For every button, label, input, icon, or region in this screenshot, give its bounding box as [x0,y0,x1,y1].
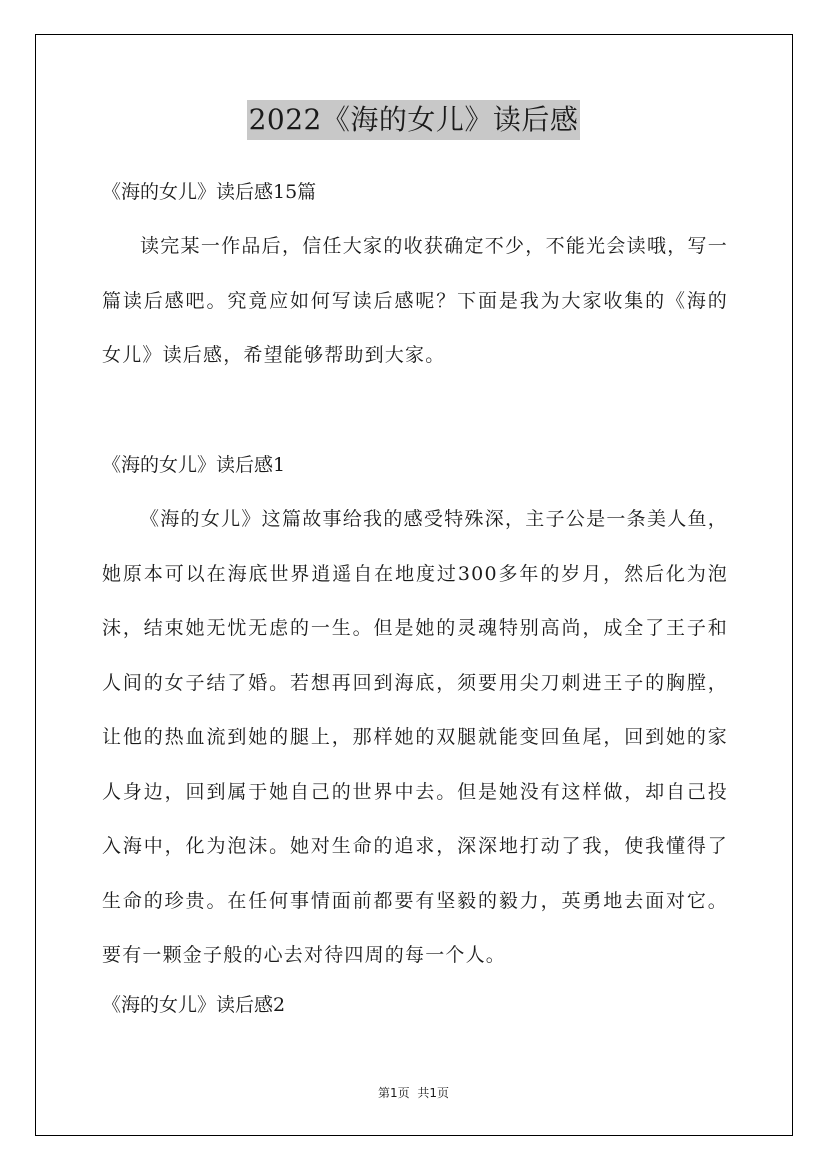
section-1-paragraph: 《海的女儿》这篇故事给我的感受特殊深，主子公是一条美人鱼，她原本可以在海底世界逍遥自在地度过300多年的岁月，然后化为泡沫，结束她无忧无虑的一生。但是她的灵魂特别高尚，成全了王子和人间的女子结了婚。若想再回到海底，须要用尖刀刺进王子的胸膛，让他的热血流到她的腿上，那样她的双腿就能变回鱼尾，回到她的家人身边，回到属于她自己的世界中去。但是她没有这样做，却自己投入海中，化为泡沫。她对生命的追求，深深地打动了我，使我懂得了生命的珍贵。在任何事情面前都要有坚毅的毅力，英勇地去面对它。要有一颗金子般的心去对待四周的每一个人。 [102,508,728,966]
page-total: 共1页 [417,1086,449,1100]
intro-paragraph: 读完某一作品后，信任大家的收获确定不少，不能光会读哦，写一篇读后感吧。究竟应如何写读后感呢？下面是我为大家收集的《海的女儿》读后感，希望能够帮助到大家。 [102,235,728,366]
section-1-heading: 《海的女儿》读后感1 [102,454,286,476]
section-2-heading: 《海的女儿》读后感2 [102,994,286,1016]
page-number: 第1页 [378,1086,410,1100]
title-container [0,100,827,140]
intro-section [102,219,728,383]
document-subtitle: 《海的女儿》读后感15篇 [102,181,317,203]
document-title: 2022《海的女儿》读后感 [247,100,581,140]
section-1-body [102,492,728,983]
page-footer [0,1084,827,1101]
